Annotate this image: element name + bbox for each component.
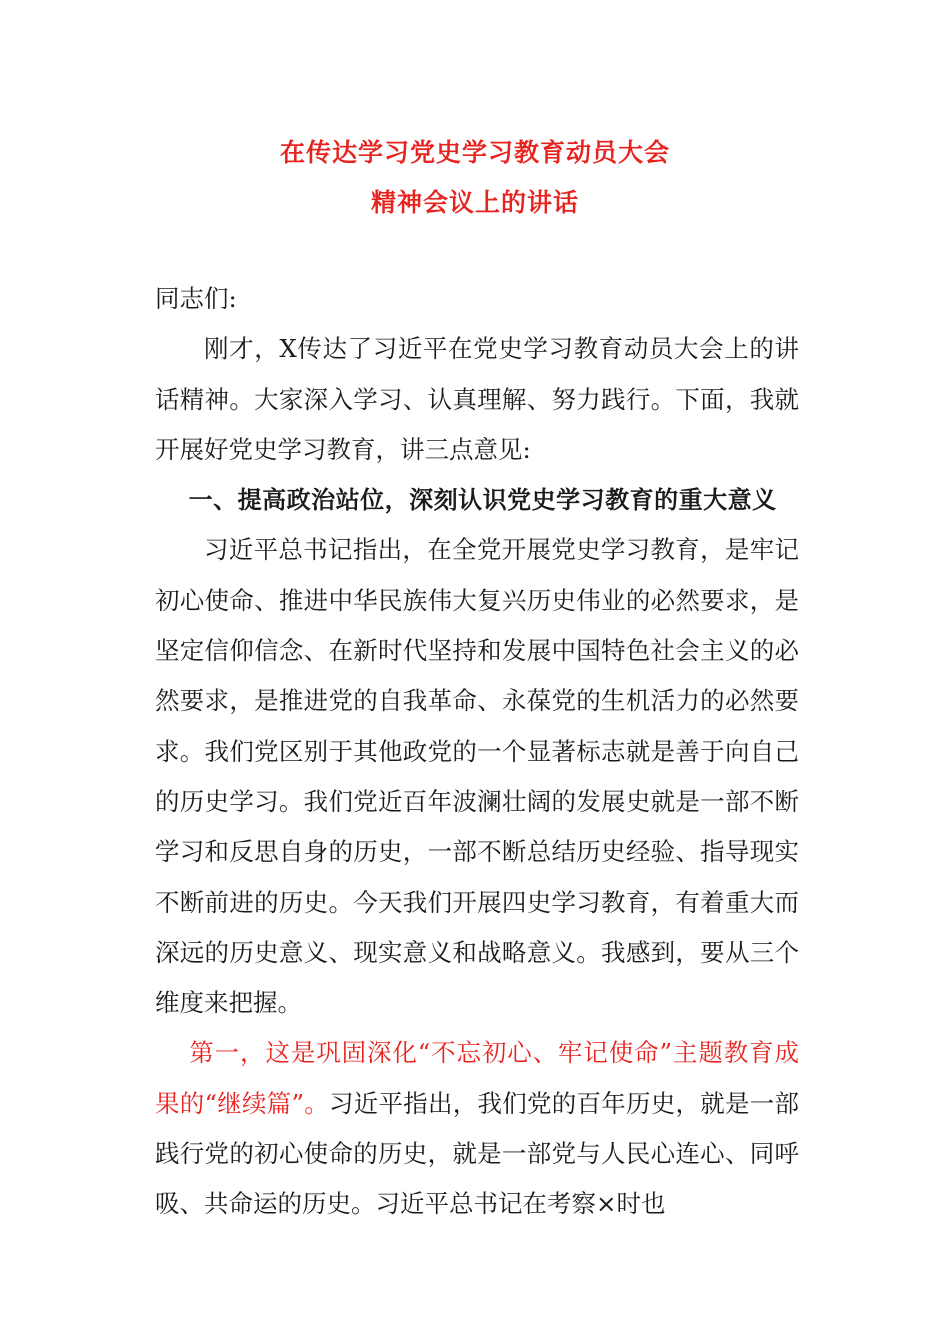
salutation: 同志们:	[155, 284, 237, 313]
title-line-1: 在传达学习党史学习教育动员大会	[279, 138, 670, 167]
paragraph-intro: 刚才，X传达了习近平在党史学习教育动员大会上的讲话精神。大家深入学习、认真理解、努力践行。下面，我就开展好党史学习教育，讲三点意见:	[155, 334, 799, 464]
document-body	[155, 274, 799, 1230]
first-point-text: 习近平指出，我们党的百年历史，就是一部践行党的初心使命的历史，就是一部党与人民心连心、同呼吸、共命运的历史。习近平总书记在考察×时也	[155, 1088, 799, 1219]
paragraph-significance: 习近平总书记指出，在全党开展党史学习教育，是牢记初心使命、推进中华民族伟大复兴历史伟业的必然要求，是坚定信仰信念、在新时代坚持和发展中国特色社会主义的必然要求，是推进党的自我革命、永葆党的生机活力的必然要求。我们党区别于其他政党的一个显著标志就是善于向自己的历史学习。我们党近百年波澜壮阔的发展史就是一部不断学习和反思自身的历史，一部不断总结历史经验、指导现实不断前进的历史。今天我们开展四史学习教育，有着重大而深远的历史意义、现实意义和战略意义。我感到，要从三个维度来把握。	[155, 535, 799, 1018]
section-heading-1: 一、提高政治站位，深刻认识党史学习教育的重大意义	[188, 486, 777, 515]
paragraph-first-point	[155, 1028, 799, 1229]
title-line-2: 精神会议上的讲话	[370, 188, 579, 217]
document-title	[0, 128, 950, 228]
first-point-highlight: 第一，这是巩固深化“不忘初心、牢记使命”主题教育成果的“继续篇”。	[155, 1038, 799, 1118]
